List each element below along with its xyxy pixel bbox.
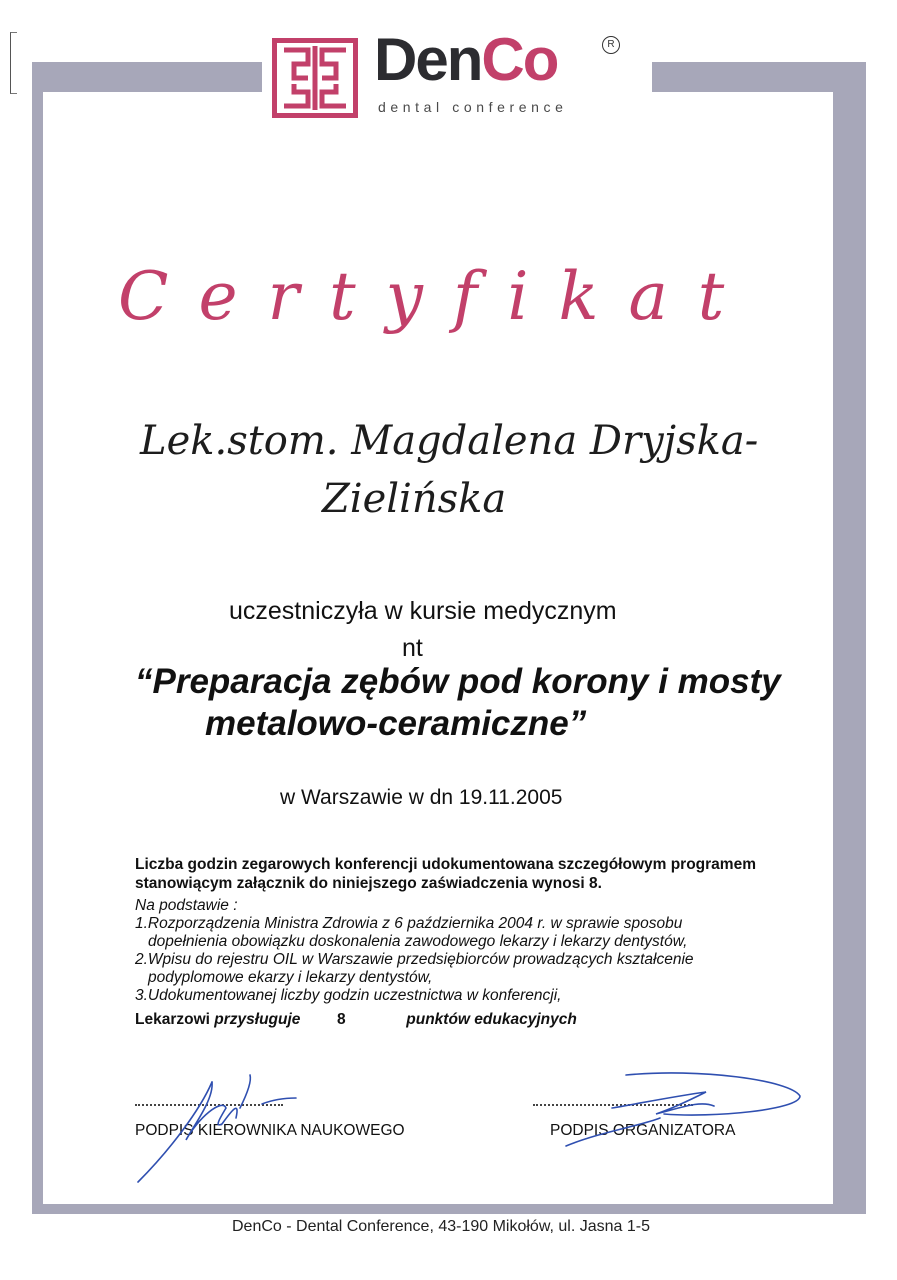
recipient-name-line1: Lek.stom. Magdalena Dryjska-: [140, 418, 759, 464]
points-suffix: punktów edukacyjnych: [406, 1011, 577, 1028]
participation-statement: uczestniczyła w kursie medycznym: [229, 597, 617, 625]
registered-mark: R: [602, 36, 620, 54]
hours-line: stanowiącym załącznik do niniejszego zaświadczenia wynosi 8.: [135, 875, 602, 892]
points-verb: przysługuje: [214, 1011, 301, 1028]
basis-item: podyplomowe ekarzy i lekarzy dentystów,: [148, 969, 433, 986]
recipient-name-line2: Zielińska: [322, 476, 507, 522]
signature-left-stroke: [262, 1098, 296, 1104]
certificate-title: Certyfikat: [118, 258, 755, 335]
signature-left-stroke: [138, 1082, 212, 1182]
basis-item: 1.Rozporządzenia Ministra Zdrowia z 6 października 2004 r. w sprawie sposobu: [135, 915, 683, 932]
points-prefix: Lekarzowi: [135, 1011, 210, 1028]
signature-left-stroke: [186, 1082, 237, 1140]
basis-intro: Na podstawie :: [135, 897, 238, 914]
hours-line: Liczba godzin zegarowych konferencji udokumentowana szczegółowym programem: [135, 856, 756, 873]
points-value: 8: [337, 1011, 346, 1028]
signature-right-stroke: [612, 1092, 714, 1114]
signature-right-stroke: [566, 1118, 660, 1146]
signature-left-stroke: [240, 1075, 250, 1108]
place-and-date: w Warszawie w dn 19.11.2005: [280, 786, 563, 809]
course-title-line2: metalowo-ceramiczne”: [205, 704, 587, 743]
basis-item: 3.Udokumentowanej liczby godzin uczestnictwa w konferencji,: [135, 987, 562, 1004]
basis-item: dopełnienia obowiązku doskonalenia zawodowego lekarzy i lekarzy dentystów,: [148, 933, 688, 950]
basis-item: 2.Wpisu do rejestru OIL w Warszawie przedsiębiorców prowadzących kształcenie: [135, 951, 694, 968]
footer-address: DenCo - Dental Conference, 43-190 Mikołów, ul. Jasna 1-5: [232, 1218, 650, 1235]
organizer-signature-label: PODPIS ORGANIZATORA: [550, 1122, 736, 1139]
brand-tagline: dental conference: [378, 99, 568, 115]
course-title-line1: “Preparacja zębów pod korony i mosty: [135, 662, 781, 701]
brand-wordmark: DenCo: [374, 26, 558, 93]
scientific-director-signature-label: PODPIS KIEROWNIKA NAUKOWEGO: [135, 1122, 405, 1139]
signature-right-stroke: [626, 1073, 800, 1115]
topic-prefix: nt: [402, 634, 423, 662]
